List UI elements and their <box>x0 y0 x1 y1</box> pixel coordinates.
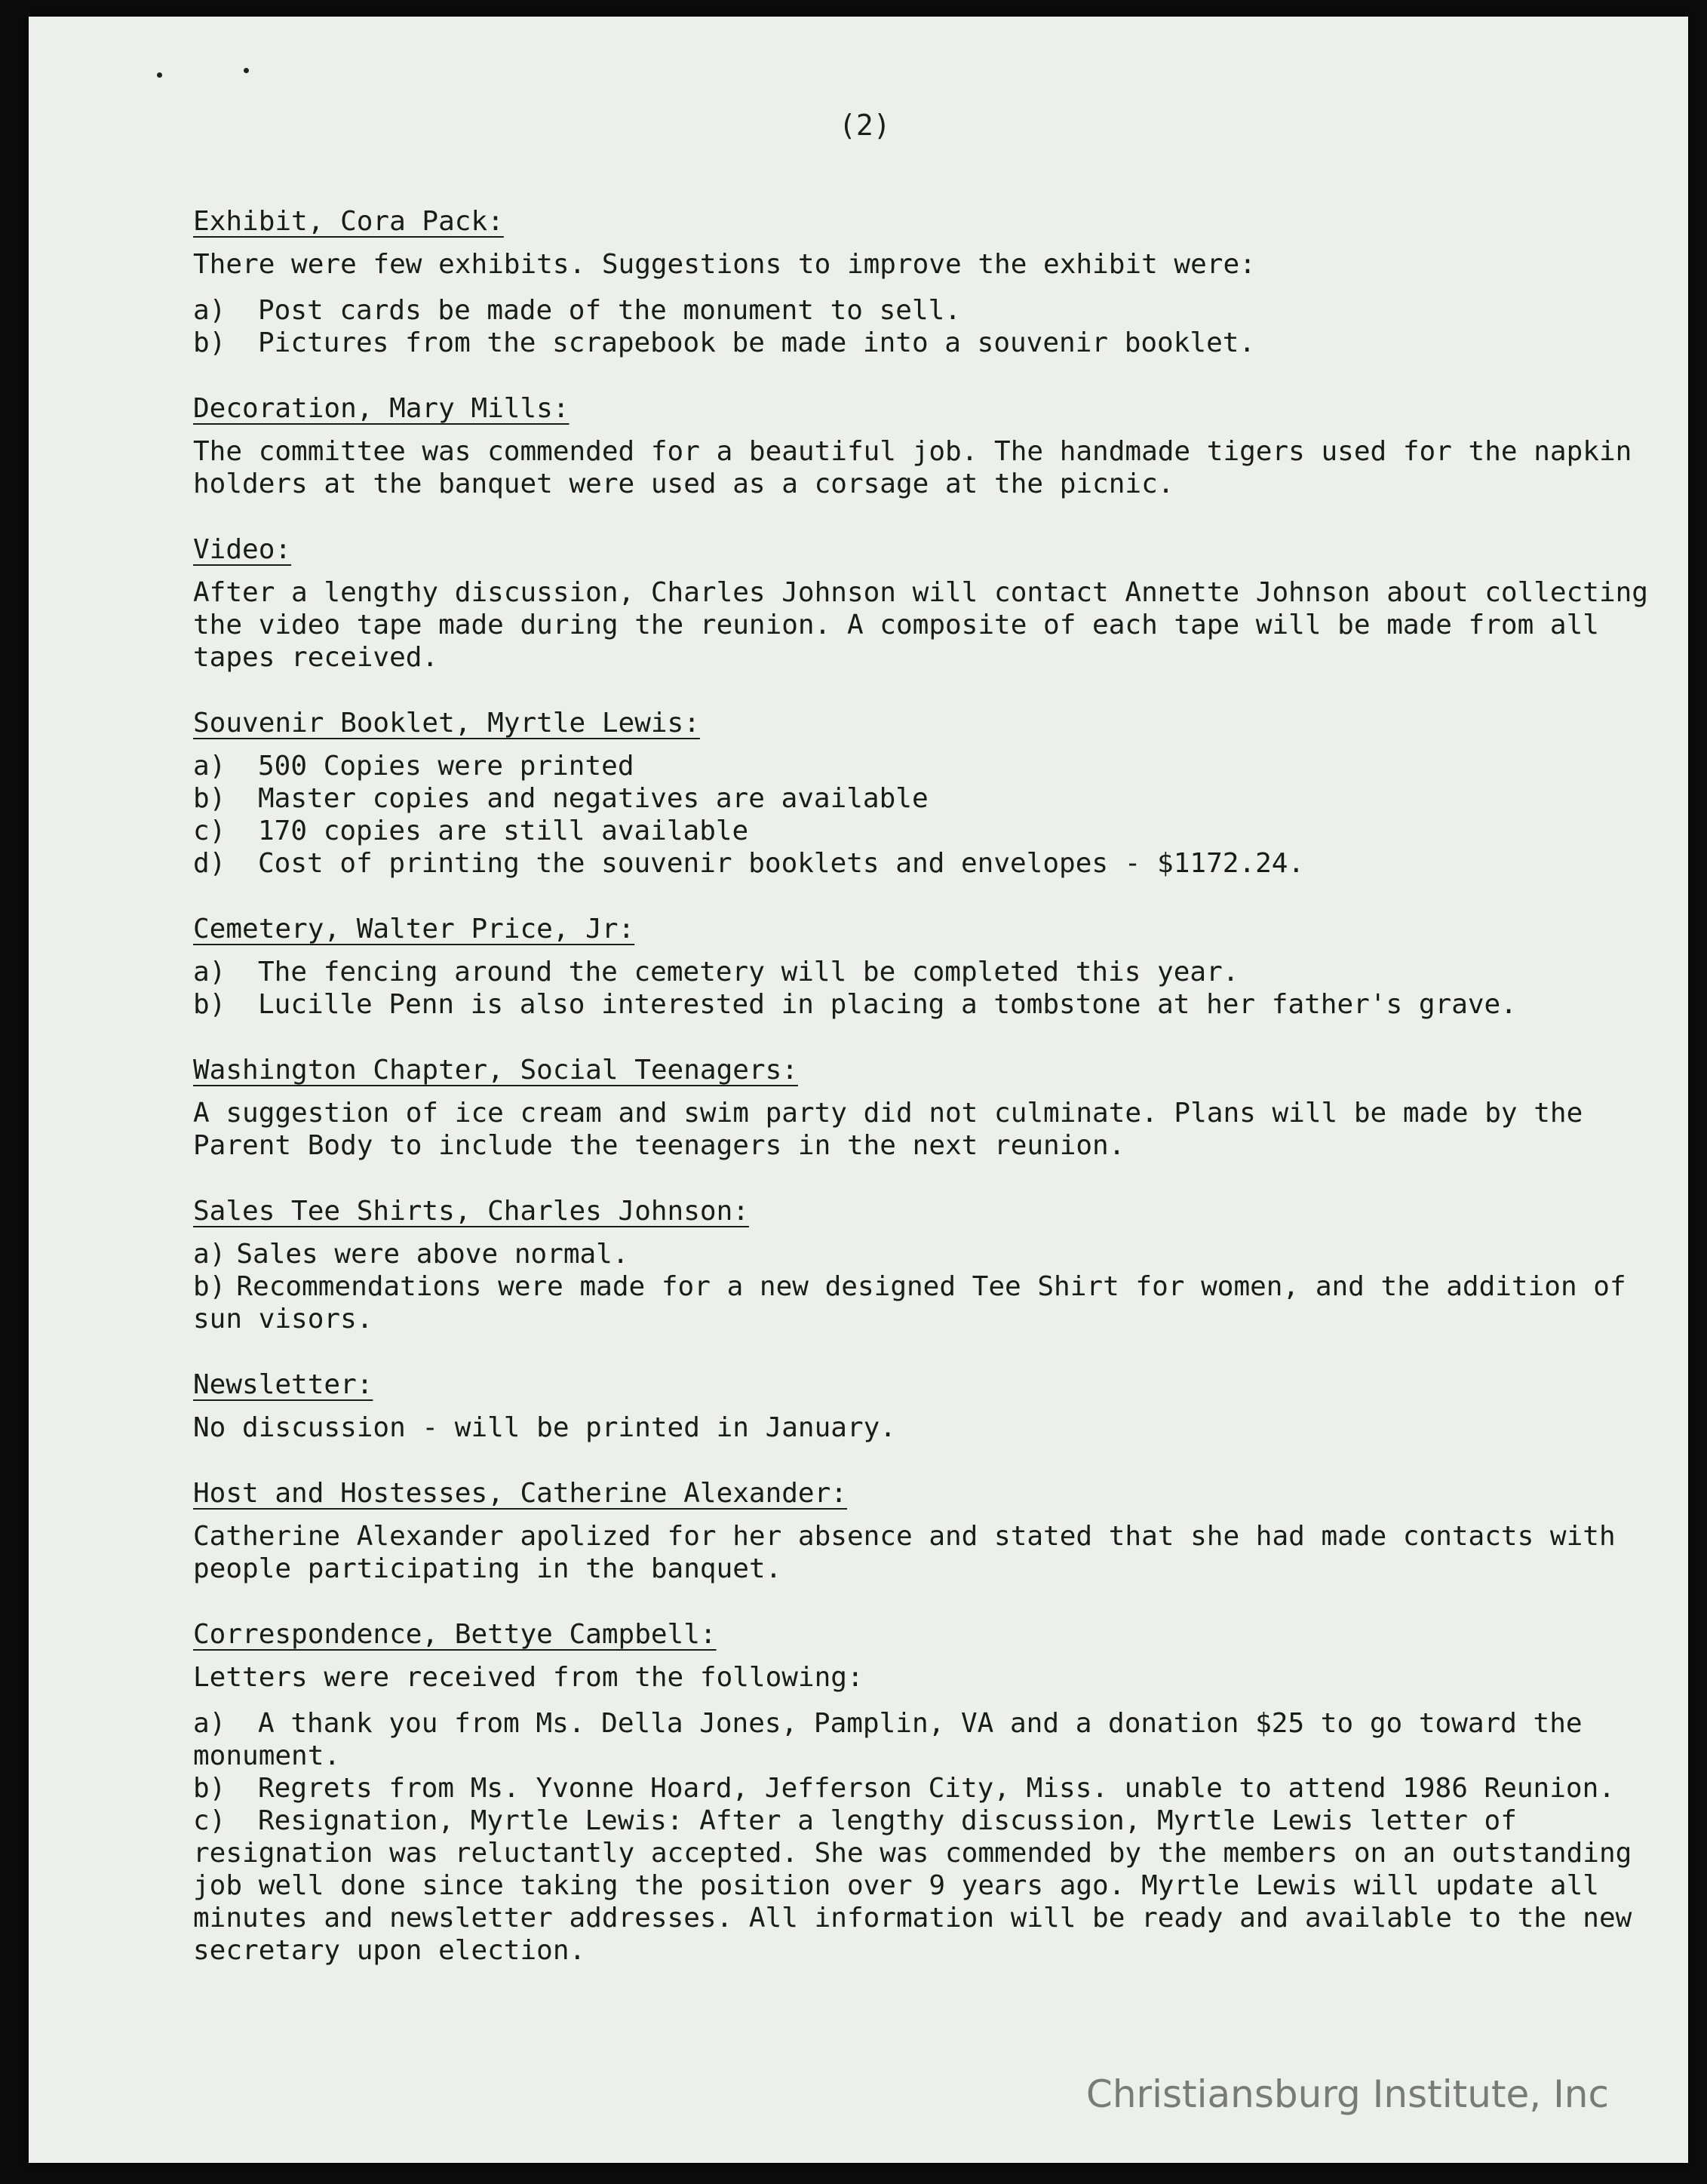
list-item-text: Cost of printing the souvenir booklets and envelopes - $1172.24. <box>258 848 1305 879</box>
list-item <box>193 750 1672 782</box>
minutes-section <box>193 1368 1672 1444</box>
section-heading: Exhibit, Cora Pack: <box>193 206 504 237</box>
list-item <box>193 815 1672 847</box>
list-item <box>193 956 1672 988</box>
list-item-text: The fencing around the cemetery will be completed this year. <box>258 957 1239 988</box>
list-item-text: Pictures from the scrapebook be made into a souvenir booklet. <box>258 327 1256 358</box>
list-item-label: b) <box>193 1271 226 1302</box>
section-paragraph: The committee was commended for a beautiful job. The handmade tigers used for the napkin holders at the banquet were used as a corsage at the picnic. <box>193 436 1632 499</box>
list-item-text: Regrets from Ms. Yvonne Hoard, Jefferson City, Miss. unable to attend 1986 Reunion. <box>258 1773 1615 1804</box>
list-item-label: a) <box>193 1239 226 1270</box>
section-heading: Newsletter: <box>193 1369 373 1400</box>
list-item-text: Post cards be made of the monument to sell. <box>258 295 961 326</box>
list-item-text: Lucille Penn is also interested in placing a tombstone at her father's grave. <box>258 989 1517 1020</box>
minutes-section <box>193 1195 1672 1335</box>
list-item <box>193 1270 1672 1335</box>
list-item <box>193 1707 1672 1772</box>
section-paragraph: Letters were received from the following: <box>193 1662 864 1693</box>
list-item-label: a) <box>193 295 226 326</box>
list-item-label: b) <box>193 1773 226 1804</box>
section-heading: Washington Chapter, Social Teenagers: <box>193 1055 798 1086</box>
section-heading: Souvenir Booklet, Myrtle Lewis: <box>193 708 700 739</box>
list-item-label: b) <box>193 783 226 814</box>
section-paragraph: After a lengthy discussion, Charles Johnson will contact Annette Johnson about collecting the video tape made during the reunion. A composite of each tape will be made from all tapes received. <box>193 577 1648 673</box>
minutes-section <box>193 913 1672 1021</box>
section-paragraph: A suggestion of ice cream and swim party did not culminate. Plans will be made by the Parent Body to include the teenagers in the next reunion. <box>193 1098 1583 1161</box>
document-body <box>193 205 1672 2000</box>
minutes-section <box>193 205 1672 359</box>
section-heading: Cemetery, Walter Price, Jr: <box>193 914 635 945</box>
document-page <box>29 17 1688 2163</box>
list-item <box>193 988 1672 1021</box>
list-item <box>193 1805 1672 1967</box>
minutes-section <box>193 707 1672 880</box>
list-item-label: a) <box>193 1708 226 1739</box>
list-item-text: 170 copies are still available <box>258 816 749 846</box>
minutes-section <box>193 1054 1672 1162</box>
section-heading: Correspondence, Bettye Campbell: <box>193 1619 717 1650</box>
stray-mark <box>244 68 249 73</box>
list-item-text: A thank you from Ms. Della Jones, Pamplin, VA and a donation $25 to go toward the monument. <box>193 1708 1583 1771</box>
section-heading: Sales Tee Shirts, Charles Johnson: <box>193 1196 749 1227</box>
list-item-text: Resignation, Myrtle Lewis: After a lengthy discussion, Myrtle Lewis letter of resignation was reluctantly accepted. She was commended by the members on an outstanding job well done since taking the position over 9 years ago. Myrtle Lewis will update all minutes and newsletter addresses. All information will be ready and available to the new secretary upon election. <box>193 1805 1632 1966</box>
list-item-label: b) <box>193 989 226 1020</box>
list-item-label: b) <box>193 327 226 358</box>
list-item <box>193 294 1672 327</box>
list-item-text: Master copies and negatives are available <box>258 783 929 814</box>
list-item-label: a) <box>193 957 226 988</box>
list-item-label: c) <box>193 816 226 846</box>
list-item-text: 500 Copies were printed <box>258 751 634 782</box>
minutes-section <box>193 392 1672 500</box>
minutes-section <box>193 1618 1672 1967</box>
section-paragraph: No discussion - will be printed in January. <box>193 1412 896 1443</box>
list-item <box>193 847 1672 880</box>
list-item-text: Sales were above normal. <box>236 1239 629 1270</box>
page-number: (2) <box>839 109 891 142</box>
watermark: Christiansburg Institute, Inc <box>1085 2072 1609 2116</box>
list-item-label: c) <box>193 1805 226 1836</box>
minutes-section <box>193 533 1672 674</box>
list-item <box>193 1772 1672 1805</box>
list-item <box>193 1238 1672 1270</box>
list-item <box>193 782 1672 815</box>
list-item-text: Recommendations were made for a new designed Tee Shirt for women, and the addition of sun visors. <box>193 1271 1626 1335</box>
section-heading: Host and Hostesses, Catherine Alexander: <box>193 1478 847 1509</box>
list-item <box>193 327 1672 359</box>
minutes-section <box>193 1477 1672 1585</box>
section-heading: Video: <box>193 534 292 565</box>
list-item-label: a) <box>193 751 226 782</box>
list-item-label: d) <box>193 848 226 879</box>
section-heading: Decoration, Mary Mills: <box>193 393 570 424</box>
stray-mark <box>157 72 162 78</box>
section-paragraph: There were few exhibits. Suggestions to improve the exhibit were: <box>193 249 1256 280</box>
section-paragraph: Catherine Alexander apolized for her absence and stated that she had made contacts with people participating in the banquet. <box>193 1521 1616 1584</box>
